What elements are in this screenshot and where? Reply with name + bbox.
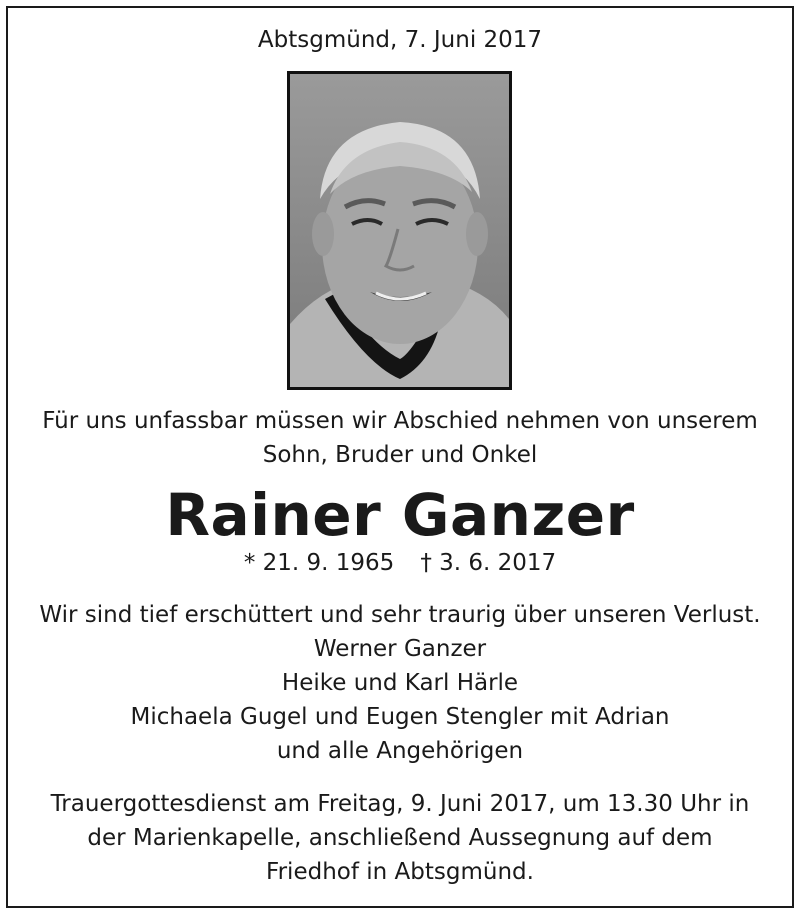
service-line-3: Friedhof in Abtsgmünd. [266,859,534,885]
mourner-name: Michaela Gugel und Eugen Stengler mit Adrian [130,704,670,730]
death-date: † 3. 6. 2017 [420,550,557,576]
deceased-name: Rainer Ganzer [165,481,635,549]
portrait-photo-icon [290,74,509,387]
mourning-statement: Wir sind tief erschüttert und sehr traurig über unseren Verlust. [39,602,761,628]
service-line-1: Trauergottesdienst am Freitag, 9. Juni 2017, um 13.30 Uhr in [50,791,750,817]
place-date: Abtsgmünd, 7. Juni 2017 [257,27,543,53]
mourner-name: Werner Ganzer [313,636,487,662]
intro-line-1: Für uns unfassbar müssen wir Abschied nehmen von unserem [42,408,758,434]
service-line-2: der Marienkapelle, anschließend Aussegnung auf dem [87,825,713,851]
intro-line-2: Sohn, Bruder und Onkel [262,442,538,468]
life-dates [0,549,800,577]
mourner-name: Heike und Karl Härle [281,670,519,696]
portrait-photo [287,71,512,390]
birth-date: * 21. 9. 1965 [243,550,395,576]
mourner-name: und alle Angehörigen [276,738,524,764]
